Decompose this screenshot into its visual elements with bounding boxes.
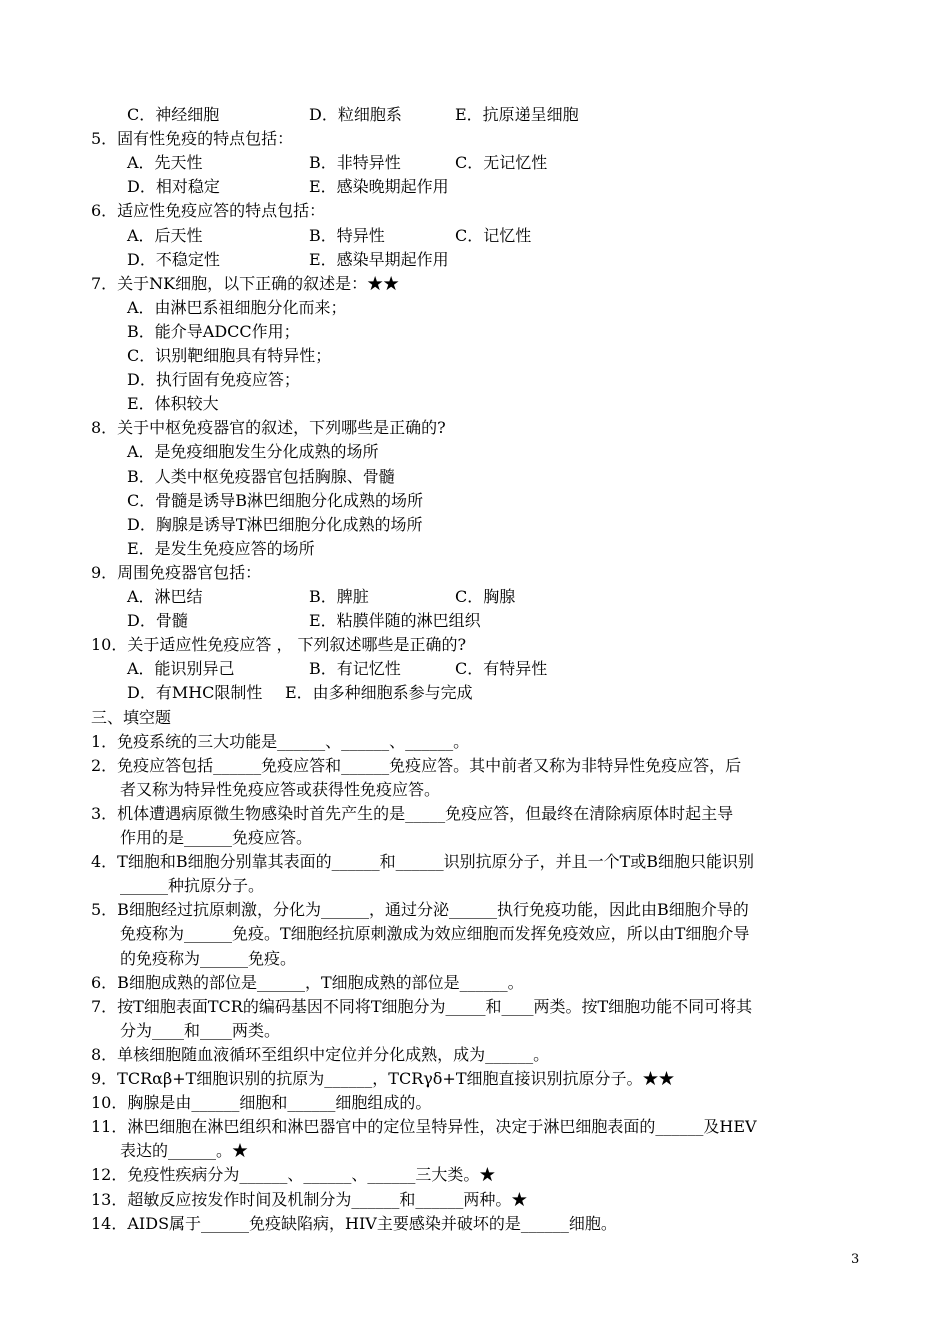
question-line: 4．T细胞和B细胞分别靠其表面的______和______识别抗原分子，并且一个T或B细胞只能识别 <box>91 852 755 872</box>
option-line: D．执行固有免疫应答； <box>127 370 300 390</box>
page-number: 3 <box>851 1252 860 1267</box>
option-item: D．有MHC限制性 <box>127 683 263 703</box>
question-line: 10．关于适应性免疫应答 ， 下列叙述哪些是正确的? <box>91 635 467 655</box>
question-line: 3．机体遭遇病原微生物感染时首先产生的是_____免疫应答，但最终在清除病原体时起主导 <box>91 803 734 823</box>
question-line: 1．免疫系统的三大功能是______、______、______。 <box>91 731 470 751</box>
question-line: 11．淋巴细胞在淋巴组织和淋巴器官中的定位呈特异性，决定于淋巴细胞表面的______及HEV <box>91 1117 757 1137</box>
question-continuation: 免疫称为______免疫。T细胞经抗原刺激成为效应细胞而发挥免疫效应，所以由T细胞介导 <box>120 924 750 944</box>
question-line: 7．关于NK细胞，以下正确的叙述是：★★ <box>91 273 400 293</box>
question-line: 10．胸腺是由______细胞和______细胞组成的。 <box>91 1093 432 1113</box>
option-line: C．骨髓是诱导B淋巴细胞分化成熟的场所 <box>127 490 424 510</box>
option-line: B．能介导ADCC作用； <box>127 321 300 341</box>
question-line: 2．免疫应答包括______免疫应答和______免疫应答。其中前者又称为非特异性免疫应答，后 <box>91 755 742 775</box>
option-item: E．粘膜伴随的淋巴组织 <box>309 611 481 631</box>
option-item: E．感染早期起作用 <box>309 249 449 269</box>
option-item: A．淋巴结 <box>127 587 203 606</box>
option-item: D．粒细胞系 <box>309 105 402 124</box>
question-continuation: 者又称为特异性免疫应答或获得性免疫应答。 <box>120 779 441 799</box>
option-item: C．记忆性 <box>455 225 532 245</box>
option-item: A．能识别异己 <box>127 659 235 679</box>
option-item: D．骨髓 <box>127 611 188 631</box>
option-line: B．人类中枢免疫器官包括胸腺、骨髓 <box>127 466 395 486</box>
question-continuation: ______种抗原分子。 <box>120 876 265 896</box>
question-line: 8．单核细胞随血液循环至组织中定位并分化成熟，成为______。 <box>91 1044 550 1064</box>
question-line: 9．TCRαβ+T细胞识别的抗原为______，TCRγδ+T细胞直接识别抗原分子。★★ <box>91 1069 675 1088</box>
option-item: A．先天性 <box>127 153 203 173</box>
option-line: C．识别靶细胞具有特异性； <box>127 346 332 365</box>
option-item: E．抗原递呈细胞 <box>455 105 579 124</box>
question-line: 8．关于中枢免疫器官的叙述，下列哪些是正确的? <box>91 418 446 438</box>
question-continuation: 分为____和____两类。 <box>120 1020 281 1040</box>
option-line: E．是发生免疫应答的场所 <box>127 538 315 558</box>
option-item: D．相对稳定 <box>127 177 220 197</box>
question-line: 9．周围免疫器官包括： <box>91 562 262 582</box>
option-line: D．胸腺是诱导T淋巴细胞分化成熟的场所 <box>127 514 423 534</box>
question-line: 5．B细胞经过抗原刺激，分化为______，通过分泌______执行免疫功能，因此由B细胞介导的 <box>91 900 749 920</box>
question-line: 三、填空题 <box>91 707 172 727</box>
question-line: 6．B细胞成熟的部位是______，T细胞成熟的部位是______。 <box>91 972 524 992</box>
option-line: E．体积较大 <box>127 394 219 414</box>
question-line: 14．AIDS属于______免疫缺陷病，HIV主要感染并破坏的是______细胞。 <box>91 1213 617 1233</box>
option-item: B．脾脏 <box>309 587 369 606</box>
option-item: C．有特异性 <box>455 659 548 679</box>
question-continuation: 的免疫称为______免疫。 <box>120 948 297 968</box>
option-item: B．非特异性 <box>309 153 401 173</box>
option-item: B．特异性 <box>309 225 385 245</box>
option-line: A．由淋巴系祖细胞分化而来； <box>127 297 347 317</box>
option-item: C．神经细胞 <box>127 105 220 124</box>
option-item: E．感染晚期起作用 <box>309 177 449 197</box>
question-line: 5．固有性免疫的特点包括： <box>91 129 294 149</box>
option-item: A．后天性 <box>127 225 203 245</box>
question-line: 7．按T细胞表面TCR的编码基因不同将T细胞分为_____和____两类。按T细胞功能不同可将其 <box>91 996 753 1016</box>
option-item: C．无记忆性 <box>455 153 548 173</box>
option-item: E．由多种细胞系参与完成 <box>285 683 473 703</box>
question-line: 12．免疫性疾病分为______、______、______三大类。★ <box>91 1165 496 1185</box>
option-item: C．胸腺 <box>455 587 516 606</box>
option-item: B．有记忆性 <box>309 659 401 679</box>
question-line: 13．超敏反应按发作时间及机制分为______和______两种。★ <box>91 1189 528 1209</box>
question-continuation: 表达的______。★ <box>120 1141 249 1161</box>
option-line: A．是免疫细胞发生分化成熟的场所 <box>127 442 379 462</box>
question-line: 6．适应性免疫应答的特点包括： <box>91 201 326 221</box>
option-item: D．不稳定性 <box>127 249 220 269</box>
question-continuation: 作用的是______免疫应答。 <box>120 828 313 847</box>
